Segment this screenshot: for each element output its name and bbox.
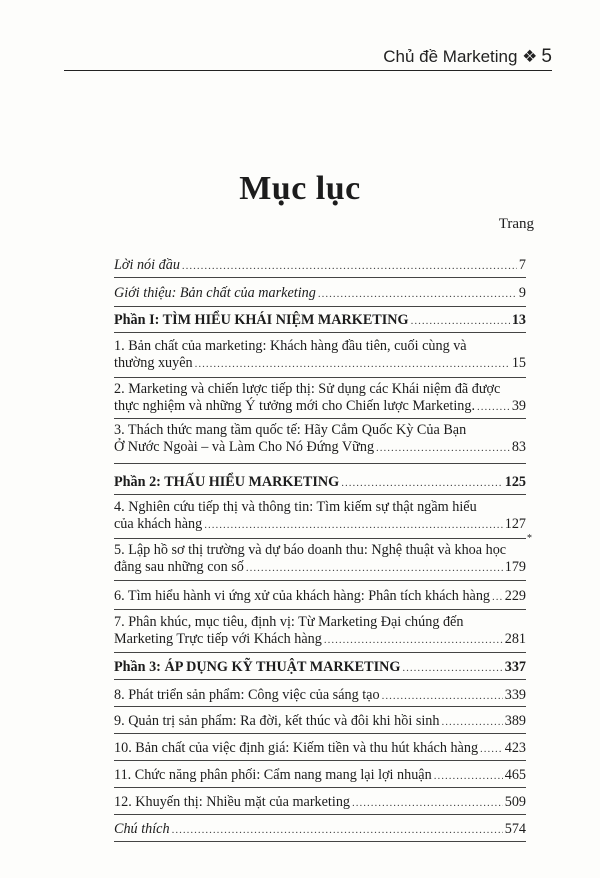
toc-entry (114, 761, 526, 788)
header-text (383, 46, 552, 68)
toc-entry-page: 7 (518, 257, 526, 273)
toc-entry (114, 250, 526, 278)
toc-entry (114, 333, 526, 378)
toc-entry-title: 11. Chức năng phân phối: Cẩm nang mang lại lợi nhuận (114, 767, 432, 783)
toc-entry-page: 465 (504, 767, 526, 783)
toc-entry-title: thường xuyên (114, 355, 193, 371)
toc-entry-page: 509 (504, 794, 526, 810)
toc-part-heading (114, 653, 526, 680)
toc-entry-title: Ở Nước Ngoài – và Làm Cho Nó Đứng Vững (114, 439, 375, 455)
toc-entry-page: 15 (511, 355, 526, 371)
toc-entry (114, 610, 526, 653)
toc-entry-page: 389 (504, 713, 526, 729)
toc-entry (114, 495, 532, 544)
toc-entry-title-line1: 3. Thách thức mang tầm quốc tế: Hãy Cắm Quốc Kỳ Của Bạn (114, 422, 467, 438)
toc-entry-title-line1: 5. Lập hồ sơ thị trường và dự báo doanh thu: Nghệ thuật và khoa học (114, 542, 507, 558)
toc-entry-title: 12. Khuyến thị: Nhiều mặt của marketing (114, 794, 351, 810)
toc-entry (114, 278, 526, 307)
toc-entry-title-line1: 2. Marketing và chiến lược tiếp thị: Sử dụng các Khái niệm đã được (114, 381, 501, 397)
toc-entry-title: đằng sau những con số (114, 559, 244, 575)
toc-entry-page: 125 (504, 474, 526, 490)
table-of-contents (114, 250, 532, 842)
toc-entry (114, 581, 526, 610)
toc-part-heading (114, 464, 526, 495)
toc-entry-title: Phần 2: THẤU HIỂU MARKETING (114, 474, 340, 490)
page-title: Mục lục (239, 170, 361, 207)
toc-entry-page: 179 (504, 559, 526, 575)
header-title: Chủ đề Marketing ❖ (383, 47, 538, 66)
toc-entry (114, 419, 526, 464)
toc-entry-title: của khách hàng (114, 516, 203, 532)
toc-entry-title: 8. Phát triển sản phẩm: Công việc của sáng tạo (114, 687, 380, 703)
toc-entry-page: 229 (504, 588, 526, 604)
toc-entry-page: 13 (511, 312, 526, 328)
toc-entry-page: 127 (504, 516, 526, 532)
toc-entry-title: Chú thích (114, 821, 170, 837)
toc-entry (114, 815, 526, 842)
toc-entry-title: 10. Bản chất của việc định giá: Kiếm tiền và thu hút khách hàng (114, 740, 479, 756)
toc-entry-page: 339 (504, 687, 526, 703)
toc-entry-title-line1: 7. Phân khúc, mục tiêu, định vị: Từ Marketing Đại chúng đến (114, 614, 464, 630)
toc-entry-title: Phần I: TÌM HIỂU KHÁI NIỆM MARKETING (114, 312, 409, 328)
toc-entry-title: Marketing Trực tiếp với Khách hàng (114, 631, 322, 647)
toc-entry (114, 539, 526, 581)
toc-entry-title: thực nghiệm và những Ý tưởng mới cho Chiến lược Marketing. (114, 398, 475, 414)
footnote-mark: * (527, 533, 532, 544)
running-header (64, 42, 552, 71)
toc-entry-title: Lời nói đầu (114, 257, 180, 273)
toc-entry-title-line1: 4. Nghiên cứu tiếp thị và thông tin: Tìm kiếm sự thật ngầm hiểu (114, 499, 477, 515)
toc-entry-page: 9 (518, 285, 526, 301)
toc-entry-page: 39 (511, 398, 526, 414)
toc-entry-title: Phần 3: ÁP DỤNG KỸ THUẬT MARKETING (114, 659, 401, 675)
toc-entry (114, 378, 526, 419)
toc-part-heading (114, 307, 526, 333)
header-page-number: 5 (541, 46, 552, 67)
page-column-label: Trang (498, 216, 534, 232)
toc-entry-page: 281 (504, 631, 526, 647)
toc-entry-title: Giới thiệu: Bản chất của marketing (114, 285, 316, 301)
toc-entry (114, 734, 526, 761)
toc-entry-page: 83 (511, 439, 526, 455)
toc-entry (114, 788, 526, 815)
toc-entry-title-line1: 1. Bản chất của marketing: Khách hàng đầu tiên, cuối cùng và (114, 338, 467, 354)
toc-entry-page: 574 (504, 821, 526, 837)
toc-entry-page: 337 (504, 659, 526, 675)
toc-entry (114, 707, 526, 734)
toc-entry (114, 680, 526, 707)
toc-entry-title: 6. Tìm hiểu hành vi ứng xử của khách hàng: Phân tích khách hàng (114, 588, 491, 604)
toc-entry-page: 423 (504, 740, 526, 756)
toc-entry-title: 9. Quản trị sản phẩm: Ra đời, kết thúc và đôi khi hồi sinh (114, 713, 440, 729)
